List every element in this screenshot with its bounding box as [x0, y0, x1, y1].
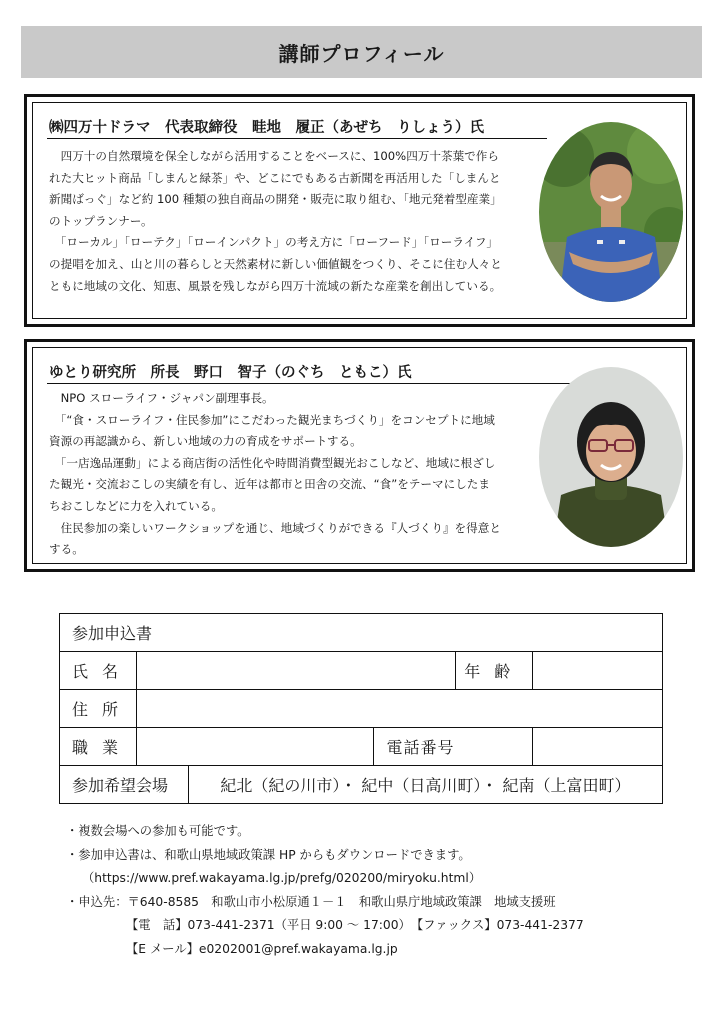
bio-line: 新聞ばっぐ」など約 100 種類の独自商品の開発・販売に取り組む、「地元発着型産業」: [49, 192, 502, 207]
form-venue-options[interactable]: 紀北（紀の川市）・ 紀中（日高川町）・ 紀南（上富田町）: [188, 766, 662, 804]
name-underline: [47, 383, 587, 384]
profile-inner-frame: [32, 347, 687, 564]
form-age-field[interactable]: [533, 652, 663, 690]
form-phone-field[interactable]: [533, 728, 663, 766]
form-address-label: 住所: [60, 690, 137, 728]
profile-card-azechi: [24, 94, 695, 327]
profile-bio: [49, 146, 502, 297]
bio-line: ちおこしなどに力を入れている。: [49, 498, 223, 513]
form-name-label: 氏名: [60, 652, 137, 690]
portrait-image: [539, 122, 683, 302]
profile-card-noguchi: [24, 339, 695, 572]
form-phone-label: 電話番号: [374, 728, 533, 766]
section-header: [21, 26, 702, 78]
form-address-field[interactable]: [136, 690, 662, 728]
form-job-field[interactable]: [136, 728, 374, 766]
bio-line: の提唱を加え、山と川の暮らしと天然素材に新しい価値観をつくり、そこに住む人々と: [49, 256, 502, 271]
portrait-photo-noguchi: [539, 367, 683, 547]
bio-line: れた大ヒット商品「しまんと緑茶」や、どこにでもある古新聞を再活用した「しまんと: [49, 170, 501, 185]
form-age-label: 年齢: [456, 652, 533, 690]
note-multiple-venues: ・複数会場への参加も可能です。: [66, 824, 250, 838]
portrait-image: [539, 367, 683, 547]
form-job-label: 職業: [60, 728, 137, 766]
profile-name: ゆとり研究所 所長 野口 智子（のぐち ともこ）氏: [49, 365, 412, 381]
bio-line: 「ローカル」「ローテク」「ローインパクト」の考え方に「ローフード」「ローライフ」: [49, 235, 499, 250]
application-notes: [66, 820, 584, 961]
form-venue-label: 参加希望会場: [60, 766, 189, 804]
portrait-photo-azechi: [539, 122, 683, 302]
profile-inner-frame: [32, 102, 687, 319]
form-name-field[interactable]: [136, 652, 455, 690]
bio-line: のトップランナー。: [49, 213, 153, 228]
bio-line: 資源の再認識から、新しい地域の力の育成をサポートする。: [49, 434, 362, 449]
name-underline: [47, 138, 547, 139]
bio-line: 四万十の自然環境を保全しながら活用することをベースに、100%四万十茶葉で作ら: [49, 149, 499, 163]
bio-line: NPO スローライフ・ジャパン副理事長。: [49, 391, 274, 405]
profile-bio: [49, 388, 501, 561]
profile-name: ㈱四万十ドラマ 代表取締役 畦地 履正（あぜち りしょう）氏: [49, 120, 484, 136]
bio-line: 「“食・スローライフ・住民参加”にこだわった観光まちづくり」をコンセプトに地域: [49, 412, 495, 427]
note-address: ・申込先：〒640-8585 和歌山市小松原通１－１ 和歌山県庁地域政策課 地域支援班: [66, 894, 556, 909]
note-download: ・参加申込書は、和歌山県地域政策課 HP からもダウンロードできます。: [66, 847, 471, 862]
note-email[interactable]: 【E メール】e0202001@pref.wakayama.lg.jp: [126, 941, 398, 956]
bio-line: 住民参加の楽しいワークショップを通じ、地域づくりができる『人づくり』を得意と: [49, 520, 501, 535]
form-title: 参加申込書: [60, 614, 663, 652]
bio-line: する。: [49, 542, 84, 557]
section-title: 講師プロフィール: [278, 41, 445, 66]
application-form: [59, 613, 663, 804]
bio-line: 「一店逸品運動」による商店街の活性化や時間消費型観光おこしなど、地域に根ざし: [49, 455, 496, 470]
bio-line: た観光・交流おこしの実績を有し、近年は都市と田舎の交流、“食”をテーマにしたま: [49, 477, 490, 492]
note-download-url[interactable]: （https://www.pref.wakayama.lg.jp/prefg/020200/miryoku.html）: [82, 871, 482, 885]
bio-line: ともに地域の文化、知恵、風景を残しながら四万十流域の新たな産業を創出している。: [49, 278, 502, 293]
note-phone-fax: 【電 話】073-441-2371（平日 9:00 ～ 17:00） 【ファックス】073-441-2377: [126, 918, 584, 932]
